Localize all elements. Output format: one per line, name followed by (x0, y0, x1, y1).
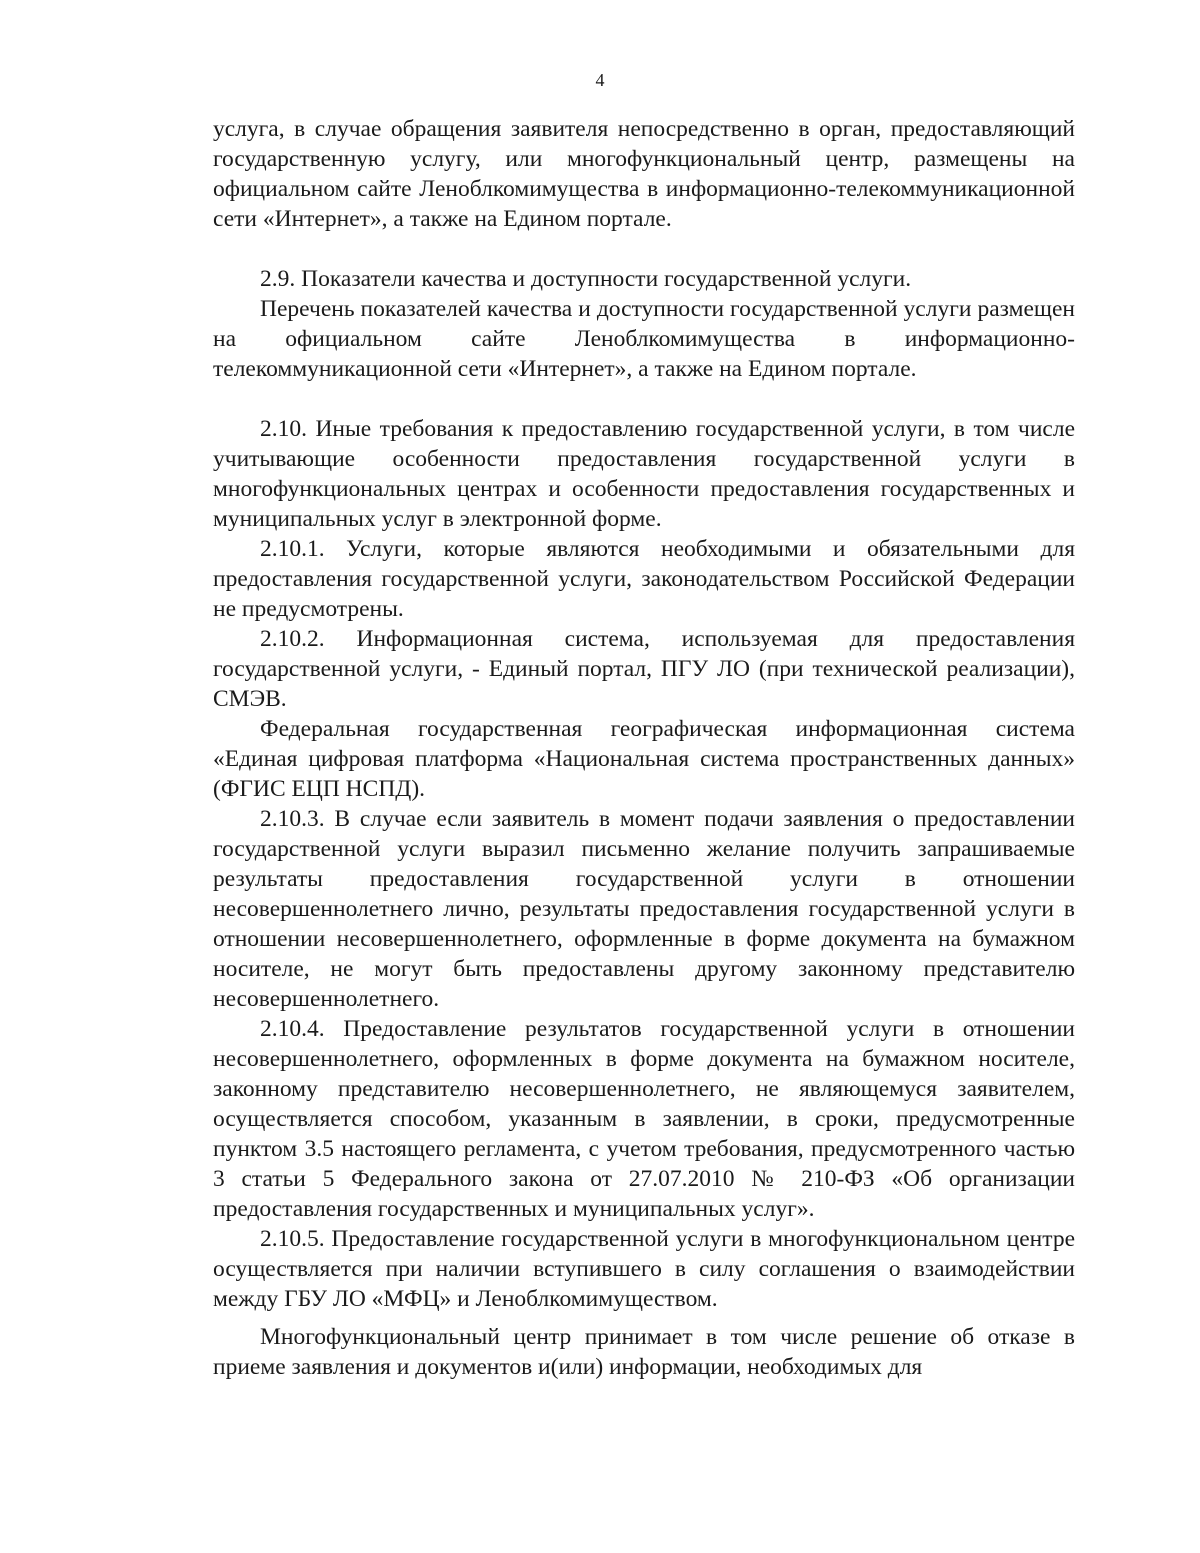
section-2-10-heading: 2.10. Иные требования к предоставлению государственной услуги, в том числе учитывающие особенности предоставления государственной услуги в многофункциональных центрах и особенности предоставления государственных и муниципальных услуг в электронной форме. (213, 416, 1075, 532)
section-2-10-5: 2.10.5. Предоставление государственной услуги в многофункциональном центре осуществляется при наличии вступившего в силу соглашения о взаимодействии между ГБУ ЛО «МФЦ» и Леноблкомимуществом. (213, 1226, 1075, 1312)
section-2-10-4: 2.10.4. Предоставление результатов государственной услуги в отношении несовершеннолетнего, оформленных в форме документа на бумажном носителе, законному представителю несовершеннолетнего, не являющемуся заявителем, осуществляется способом, указанным в заявлении, в сроки, предусмотренные пунктом 3.5 настоящего регламента, с учетом требования, предусмотренного частью 3 статьи 5 Федерального закона от 27.07.2010 № 210-ФЗ «Об организации предоставления государственных и муниципальных услуг». (213, 1016, 1075, 1222)
section-2-10-1: 2.10.1. Услуги, которые являются необходимыми и обязательными для предоставления государственной услуги, законодательством Российской Федерации не предусмотрены. (213, 536, 1075, 622)
mfc-decision-paragraph: Многофункциональный центр принимает в том числе решение об отказе в приеме заявления и документов и(или) информации, необходимых для (213, 1324, 1075, 1380)
section-2-9-heading: 2.9. Показатели качества и доступности государственной услуги. (260, 266, 912, 292)
section-2-10-2-federal-system: Федеральная государственная географическая информационная система «Единая цифровая платформа «Национальная система пространственных данных» (ФГИС ЕЦП НСПД). (213, 716, 1075, 802)
page-number: 4 (595, 70, 605, 90)
document-body (213, 114, 1075, 1382)
paragraph-continuation: услуга, в случае обращения заявителя непосредственно в орган, предоставляющий государственную услугу, или многофункциональный центр, размещены на официальном сайте Леноблкомимущества в информационно-телекоммуникационной сети «Интернет», а также на Едином портале. (213, 116, 1075, 232)
section-2-10-2: 2.10.2. Информационная система, используемая для предоставления государственной услуги, - Единый портал, ПГУ ЛО (при технической реализации), СМЭВ. (213, 626, 1075, 712)
section-2-10-3: 2.10.3. В случае если заявитель в момент подачи заявления о предоставлении государственной услуги выразил письменно желание получить запрашиваемые результаты предоставления государственной услуги в отношении несовершеннолетнего лично, результаты предоставления государственной услуги в отношении несовершеннолетнего, оформленные в форме документа на бумажном носителе, не могут быть предоставлены другому законному представителю несовершеннолетнего. (213, 806, 1075, 1012)
section-2-9-text: Перечень показателей качества и доступности государственной услуги размещен на официальном сайте Леноблкомимущества в информационно-телекоммуникационной сети «Интернет», а также на Едином портале. (213, 296, 1075, 382)
